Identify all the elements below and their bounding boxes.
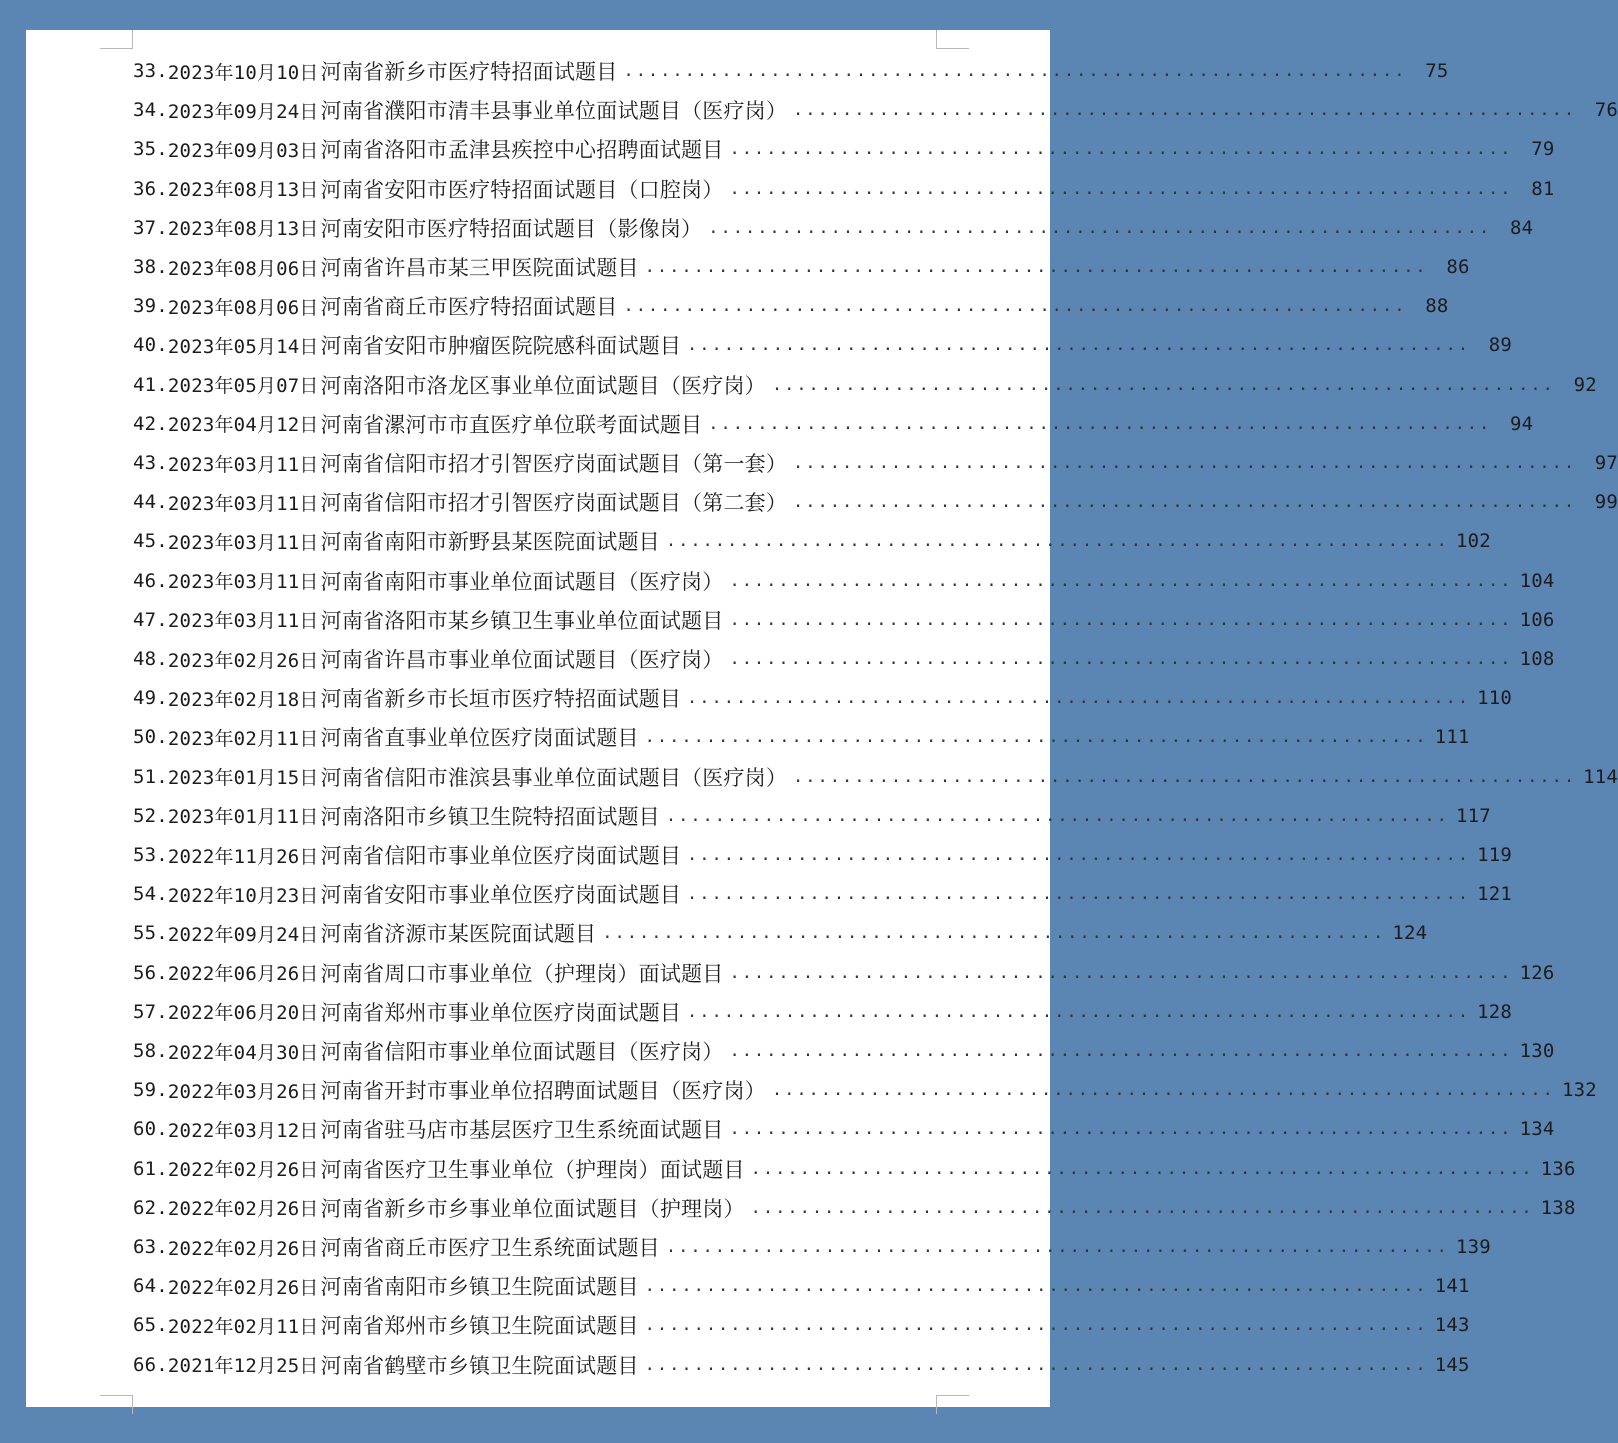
toc-entry-title: 河南安阳市医疗特招面试题目（影像岗） — [320, 216, 703, 241]
toc-entry-number: 38. — [133, 256, 168, 278]
toc-entry-leader: ................................................................ — [750, 1197, 1534, 1218]
toc-entry[interactable] — [133, 1191, 1576, 1225]
toc-entry-number: 41. — [133, 373, 168, 396]
toc-entry-leader: ................................................................ — [644, 1354, 1428, 1375]
toc-entry-title: 河南省信阳市招才引智医疗岗面试题目（第一套） — [320, 452, 788, 476]
toc-entry-title: 河南省驻马店市基层医疗卫生系统面试题目 — [320, 1118, 724, 1143]
toc-entry-page-number: 102 — [1455, 530, 1491, 553]
toc-entry-page-number: 128 — [1477, 1000, 1513, 1023]
toc-entry-page-number: 132 — [1561, 1079, 1597, 1102]
toc-entry[interactable] — [133, 211, 1534, 245]
toc-entry-date: 2022年02月11日 — [167, 1315, 319, 1338]
toc-entry-number: 57. — [133, 1000, 168, 1023]
toc-entry-number: 65. — [133, 1314, 168, 1337]
toc-entry-leader: ................................................................ — [623, 61, 1407, 81]
toc-entry[interactable] — [133, 485, 1618, 519]
crop-mark-top-right — [936, 30, 969, 49]
toc-entry-title: 河南省南阳市新野县某医院面试题目 — [320, 530, 660, 555]
toc-entry-leader: ................................................................ — [708, 217, 1492, 238]
toc-entry-leader: ................................................................ — [750, 1158, 1534, 1179]
toc-entry-date: 2023年08月13日 — [167, 218, 319, 241]
toc-entry-title: 河南省信阳市招才引智医疗岗面试题目（第二套） — [320, 491, 788, 516]
toc-entry[interactable] — [133, 93, 1618, 127]
toc-entry-page-number: 92 — [1573, 373, 1597, 396]
toc-entry-leader: ................................................................ — [602, 923, 1386, 944]
toc-entry-date: 2023年03月11日 — [167, 492, 319, 515]
toc-entry-date: 2022年11月26日 — [167, 845, 319, 868]
toc-entry-title: 河南省新乡市乡事业单位面试题目（护理岗） — [320, 1196, 745, 1221]
toc-entry-number: 34. — [133, 99, 168, 122]
toc-entry-number: 48. — [133, 648, 168, 670]
toc-entry-title: 河南省周口市事业单位（护理岗）面试题目 — [320, 961, 724, 986]
toc-entry-leader: ................................................................ — [708, 413, 1492, 434]
toc-entry-number: 61. — [133, 1157, 168, 1180]
toc-entry-leader: ................................................................ — [687, 1001, 1471, 1022]
toc-entry[interactable] — [133, 524, 1491, 558]
toc-entry-number: 50. — [133, 726, 168, 749]
toc-entry[interactable] — [133, 1269, 1470, 1303]
toc-entry-date: 2022年06月20日 — [167, 1002, 319, 1025]
toc-entry-leader: ................................................................ — [665, 805, 1449, 826]
toc-entry-page-number: 138 — [1540, 1196, 1576, 1219]
toc-entry-date: 2023年03月11日 — [167, 531, 319, 554]
toc-entry-leader: ................................................................ — [729, 649, 1513, 669]
toc-entry-number: 62. — [133, 1196, 168, 1219]
toc-entry-title: 河南洛阳市洛龙区事业单位面试题目（医疗岗） — [320, 373, 766, 398]
toc-entry-page-number: 136 — [1540, 1157, 1576, 1180]
toc-entry-leader: ................................................................ — [665, 1237, 1449, 1257]
toc-entry[interactable] — [133, 956, 1555, 990]
toc-entry-title: 河南省直事业单位医疗岗面试题目 — [320, 726, 639, 751]
toc-entry-date: 2023年03月11日 — [167, 571, 319, 594]
toc-entry-title: 河南省安阳市事业单位医疗岗面试题目 — [320, 883, 682, 908]
toc-entry-date: 2023年04月12日 — [167, 414, 319, 437]
toc-entry-number: 60. — [133, 1118, 168, 1141]
toc-entry-number: 54. — [133, 883, 168, 906]
crop-mark-top-left — [100, 30, 133, 49]
toc-entry-page-number: 117 — [1455, 804, 1491, 827]
toc-entry-date: 2022年09月24日 — [167, 923, 319, 946]
toc-entry-leader: ................................................................ — [665, 531, 1449, 552]
toc-entry[interactable] — [133, 564, 1555, 598]
document-page — [26, 30, 1618, 1407]
toc-entry-title: 河南省濮阳市清丰县事业单位面试题目（医疗岗） — [320, 99, 788, 124]
toc-entry[interactable] — [133, 760, 1618, 794]
toc-entry-title: 河南省南阳市事业单位面试题目（医疗岗） — [320, 569, 724, 594]
toc-entry[interactable] — [133, 289, 1449, 323]
toc-entry-leader: ................................................................ — [729, 962, 1513, 983]
toc-entry-leader: ................................................................ — [771, 1080, 1555, 1101]
toc-entry-page-number: 81 — [1531, 177, 1555, 200]
toc-entry-title: 河南省郑州市事业单位医疗岗面试题目 — [320, 1000, 682, 1025]
toc-entry-leader: ................................................................ — [729, 1119, 1513, 1140]
toc-entry-leader: ................................................................ — [687, 884, 1471, 905]
toc-entry-number: 53. — [133, 844, 168, 866]
toc-entry-leader: ................................................................ — [623, 296, 1407, 317]
toc-entry-title: 河南省信阳市事业单位面试题目（医疗岗） — [320, 1040, 724, 1064]
toc-entry-leader: ................................................................ — [687, 688, 1471, 709]
toc-entry-number: 55. — [133, 922, 168, 945]
toc-entry-number: 45. — [133, 530, 168, 553]
toc-entry-title: 河南省许昌市某三甲医院面试题目 — [320, 256, 639, 280]
toc-entry-date: 2023年03月11日 — [167, 453, 319, 476]
toc-entry-page-number: 134 — [1519, 1118, 1555, 1141]
toc-entry-page-number: 79 — [1531, 138, 1555, 161]
toc-entry-number: 47. — [133, 608, 168, 631]
toc-entry-number: 63. — [133, 1236, 168, 1258]
toc-entry-date: 2023年02月11日 — [167, 727, 319, 750]
toc-entry-page-number: 76 — [1594, 99, 1618, 122]
toc-entry-page-number: 89 — [1488, 334, 1513, 357]
toc-entry-page-number: 111 — [1434, 726, 1470, 749]
toc-entry-leader: ................................................................ — [793, 453, 1577, 473]
toc-entry-page-number: 124 — [1392, 922, 1428, 945]
toc-entry-page-number: 141 — [1434, 1275, 1470, 1298]
toc-entry-title: 河南省商丘市医疗特招面试题目 — [320, 295, 618, 320]
toc-entry-page-number: 121 — [1477, 883, 1513, 906]
toc-entry-leader: ................................................................ — [644, 1276, 1428, 1297]
toc-entry-title: 河南省洛阳市某乡镇卫生事业单位面试题目 — [320, 608, 724, 633]
toc-entry-date: 2023年03月11日 — [167, 610, 319, 633]
toc-entry-page-number: 75 — [1425, 60, 1449, 82]
toc-entry-page-number: 99 — [1594, 491, 1618, 514]
toc-entry-title: 河南省新乡市长垣市医疗特招面试题目 — [320, 687, 682, 712]
toc-entry-leader: ................................................................ — [729, 609, 1513, 630]
toc-entry-title: 河南省开封市事业单位招聘面试题目（医疗岗） — [320, 1079, 766, 1104]
toc-entry[interactable] — [133, 407, 1534, 441]
toc-entry-page-number: 106 — [1519, 608, 1555, 631]
toc-entry-page-number: 130 — [1519, 1040, 1555, 1062]
toc-entry-title: 河南省商丘市医疗卫生系统面试题目 — [320, 1236, 660, 1260]
toc-entry-date: 2022年10月23日 — [167, 884, 319, 907]
toc-entry-date: 2023年01月15日 — [167, 767, 319, 790]
toc-entry[interactable] — [133, 877, 1513, 911]
toc-entry-number: 46. — [133, 569, 168, 592]
toc-entry-page-number: 94 — [1510, 412, 1534, 435]
toc-entry-number: 44. — [133, 491, 168, 514]
toc-entry-page-number: 104 — [1519, 569, 1555, 592]
toc-entry[interactable] — [133, 681, 1513, 715]
toc-entry-date: 2023年08月06日 — [167, 257, 319, 280]
toc-entry-number: 56. — [133, 961, 168, 984]
toc-entry-number: 59. — [133, 1079, 168, 1102]
toc-entry-page-number: 97 — [1594, 452, 1618, 474]
toc-entry-leader: ................................................................ — [729, 570, 1513, 591]
toc-entry[interactable] — [133, 995, 1513, 1029]
crop-mark-bottom-right — [936, 1395, 969, 1414]
toc-entry-leader: ................................................................ — [793, 100, 1577, 121]
toc-entry-leader: ................................................................ — [729, 178, 1513, 199]
toc-entry-number: 64. — [133, 1275, 168, 1298]
toc-entry-date: 2023年08月06日 — [167, 296, 319, 319]
toc-entry-date: 2023年05月14日 — [167, 335, 319, 358]
toc-entry-leader: ................................................................ — [687, 845, 1471, 865]
toc-entry-date: 2022年02月26日 — [167, 1276, 319, 1299]
toc-entry-number: 40. — [133, 334, 168, 357]
toc-entry-number: 35. — [133, 138, 168, 161]
toc-entry-title: 河南省信阳市淮滨县事业单位面试题目（医疗岗） — [320, 765, 788, 790]
toc-entry-title: 河南省安阳市肿瘤医院院感科面试题目 — [320, 334, 682, 359]
toc-entry-leader: ................................................................ — [687, 335, 1471, 356]
crop-mark-bottom-left — [100, 1395, 133, 1414]
toc-entry-page-number: 86 — [1446, 256, 1470, 278]
toc-entry[interactable] — [133, 603, 1555, 637]
toc-entry-title: 河南省新乡市医疗特招面试题目 — [320, 60, 618, 84]
toc-entry-leader: ................................................................ — [771, 374, 1555, 395]
toc-entry[interactable] — [133, 916, 1428, 950]
toc-entry-number: 33. — [133, 60, 168, 82]
toc-entry-date: 2023年01月11日 — [167, 806, 319, 829]
toc-entry-date: 2023年09月03日 — [167, 139, 319, 162]
toc-entry-date: 2022年04月30日 — [167, 1041, 319, 1064]
toc-entry-number: 37. — [133, 216, 168, 239]
toc-entry-title: 河南省南阳市乡镇卫生院面试题目 — [320, 1275, 639, 1300]
toc-entry-title: 河南省信阳市事业单位医疗岗面试题目 — [320, 844, 682, 868]
toc-entry[interactable] — [133, 172, 1555, 206]
toc-entry-leader: ................................................................ — [729, 139, 1513, 160]
toc-entry-title: 河南省安阳市医疗特招面试题目（口腔岗） — [320, 177, 724, 202]
toc-entry-number: 43. — [133, 452, 168, 474]
toc-entry-page-number: 110 — [1477, 687, 1513, 710]
toc-entry[interactable] — [133, 1348, 1470, 1382]
toc-entry[interactable] — [133, 250, 1470, 284]
toc-entry-title: 河南省医疗卫生事业单位（护理岗）面试题目 — [320, 1157, 745, 1182]
toc-entry-page-number: 139 — [1455, 1236, 1491, 1258]
toc-entry[interactable] — [133, 838, 1513, 872]
toc-entry-leader: ................................................................ — [644, 1315, 1428, 1336]
toc-entry-date: 2023年10月10日 — [167, 61, 319, 84]
toc-entry-date: 2022年03月26日 — [167, 1080, 319, 1103]
toc-entry[interactable] — [133, 328, 1513, 362]
toc-entry-page-number: 126 — [1519, 961, 1555, 984]
toc-entry-date: 2022年02月26日 — [167, 1159, 319, 1182]
toc-entry-date: 2023年02月18日 — [167, 688, 319, 711]
toc-entry-title: 河南省济源市某医院面试题目 — [320, 922, 597, 947]
toc-entry-number: 51. — [133, 765, 168, 788]
toc-entry-page-number: 114 — [1583, 765, 1618, 788]
toc-entry-title: 河南省漯河市市直医疗单位联考面试题目 — [320, 412, 703, 437]
toc-entry-title: 河南省郑州市乡镇卫生院面试题目 — [320, 1314, 639, 1339]
toc-entry-title: 河南省许昌市事业单位面试题目（医疗岗） — [320, 648, 724, 672]
toc-entry[interactable] — [133, 54, 1449, 88]
toc-entry[interactable] — [133, 446, 1618, 480]
toc-entry-leader: ................................................................ — [729, 1041, 1513, 1061]
toc-entry-date: 2022年06月26日 — [167, 963, 319, 986]
toc-entry-date: 2022年03月12日 — [167, 1119, 319, 1142]
toc-entry[interactable] — [133, 1308, 1470, 1342]
toc-entry-page-number: 145 — [1434, 1353, 1470, 1376]
toc-entry-leader: ................................................................ — [644, 727, 1428, 748]
toc-entry-number: 66. — [133, 1353, 168, 1376]
toc-entry-date: 2023年02月26日 — [167, 649, 319, 672]
toc-entry-page-number: 84 — [1510, 216, 1534, 239]
toc-entry[interactable] — [133, 642, 1555, 676]
toc-entry-page-number: 88 — [1425, 295, 1449, 318]
toc-entry-date: 2023年08月13日 — [167, 179, 319, 202]
toc-entry-date: 2023年05月07日 — [167, 375, 319, 398]
toc-entry-leader: ................................................................ — [644, 257, 1428, 277]
toc-entry-number: 49. — [133, 687, 168, 710]
toc-entry[interactable] — [133, 799, 1491, 833]
toc-entry-date: 2021年12月25日 — [167, 1355, 319, 1378]
toc-entry-number: 36. — [133, 177, 168, 200]
toc-entry[interactable] — [133, 1152, 1576, 1186]
toc-entry-title: 河南洛阳市乡镇卫生院特招面试题目 — [320, 804, 660, 829]
toc-entry[interactable] — [133, 1034, 1555, 1068]
toc-entry[interactable] — [133, 132, 1555, 166]
toc-entry-date: 2022年02月26日 — [167, 1237, 319, 1260]
toc-entry-number: 42. — [133, 412, 168, 435]
toc-entry[interactable] — [133, 720, 1470, 754]
toc-entry[interactable] — [133, 1230, 1491, 1264]
toc-entry-title: 河南省洛阳市孟津县疾控中心招聘面试题目 — [320, 138, 724, 163]
toc-entry[interactable] — [133, 1073, 1597, 1107]
toc-entry-date: 2022年02月26日 — [167, 1198, 319, 1221]
toc-entry-number: 52. — [133, 804, 168, 827]
toc-entry-page-number: 108 — [1519, 648, 1555, 670]
toc-entry[interactable] — [133, 1112, 1555, 1146]
toc-entry[interactable] — [133, 368, 1597, 402]
toc-entry-title: 河南省鹤壁市乡镇卫生院面试题目 — [320, 1353, 639, 1378]
toc-entry-leader: ................................................................ — [793, 766, 1577, 787]
toc-entry-number: 58. — [133, 1040, 168, 1062]
toc-entry-number: 39. — [133, 295, 168, 318]
toc-entry-leader: ................................................................ — [793, 492, 1577, 513]
toc-entry-page-number: 143 — [1434, 1314, 1470, 1337]
toc-entry-date: 2023年09月24日 — [167, 100, 319, 123]
toc-entry-page-number: 119 — [1477, 844, 1513, 866]
